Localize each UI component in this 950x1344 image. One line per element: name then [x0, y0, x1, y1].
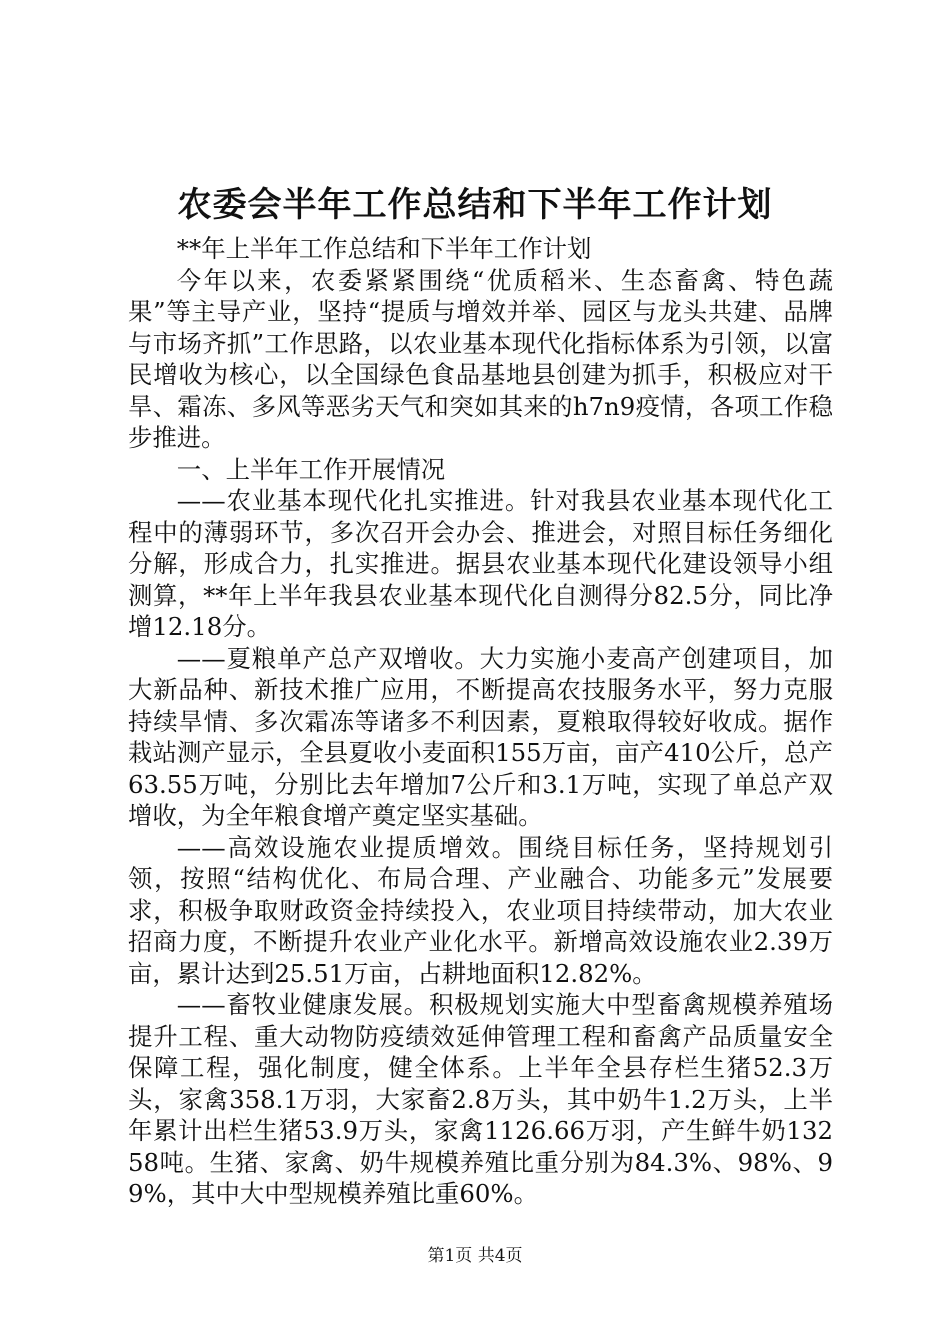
paragraph-animal-husbandry: ——畜牧业健康发展。积极规划实施大中型畜禽规模养殖场提升工程、重大动物防疫绩效延伸管理工程和畜禽产品质量安全保障工程，强化制度，健全体系。上半年全县存栏生猪52.3万头，家禽358.1万羽，大家畜2.8万头，其中奶牛1.2万头，上半年累计出栏生猪53.9万头，家禽1126.66万羽，产生鲜牛奶13258吨。生猪、家禽、奶牛规模养殖比重分别为84.3%、98%、99%，其中大中型规模养殖比重60%。: [128, 990, 833, 1208]
paragraph-summer-grain: ——夏粮单产总产双增收。大力实施小麦高产创建项目，加大新品种、新技术推广应用，不断提高农技服务水平，努力克服持续旱情、多次霜冻等诸多不利因素，夏粮取得较好收成。据作栽站测产显示，全县夏收小麦面积155万亩，亩产410公斤，总产63.55万吨，分别比去年增加7公斤和3.1万吨，实现了单总产双增收，为全年粮食增产奠定坚实基础。: [128, 643, 833, 830]
section-heading: 一、上半年工作开展情况: [176, 454, 446, 484]
page-number: 第1页 共4页: [427, 1246, 523, 1266]
document-body: [128, 233, 833, 1210]
intro-paragraph: 今年以来，农委紧紧围绕“优质稻米、生态畜禽、特色蔬果”等主导产业，坚持“提质与增效并举、园区与龙头共建、品牌与市场齐抓”工作思路，以农业基本现代化指标体系为引领，以富民增收为核心，以全国绿色食品基地县创建为抓手，积极应对干旱、霜冻、多风等恶劣天气和突如其来的h7n9疫情，各项工作稳步推进。: [128, 265, 833, 452]
paragraph-facility-agriculture: ——高效设施农业提质增效。围绕目标任务，坚持规划引领，按照“结构优化、布局合理、产业融合、功能多元”发展要求，积极争取财政资金持续投入，农业项目持续带动，加大农业招商力度，不断提升农业产业化水平。新增高效设施农业2.39万亩，累计达到25.51万亩，占耕地面积12.82%。: [128, 832, 833, 988]
paragraph-modernization: ——农业基本现代化扎实推进。针对我县农业基本现代化工程中的薄弱环节，多次召开会办会、推进会，对照目标任务细化分解，形成合力，扎实推进。据县农业基本现代化建设领导小组测算，**年上半年我县农业基本现代化自测得分82.5分，同比净增12.18分。: [128, 486, 833, 641]
document-subtitle: **年上半年工作总结和下半年工作计划: [176, 234, 592, 263]
document-title: 农委会半年工作总结和下半年工作计划: [177, 185, 773, 225]
